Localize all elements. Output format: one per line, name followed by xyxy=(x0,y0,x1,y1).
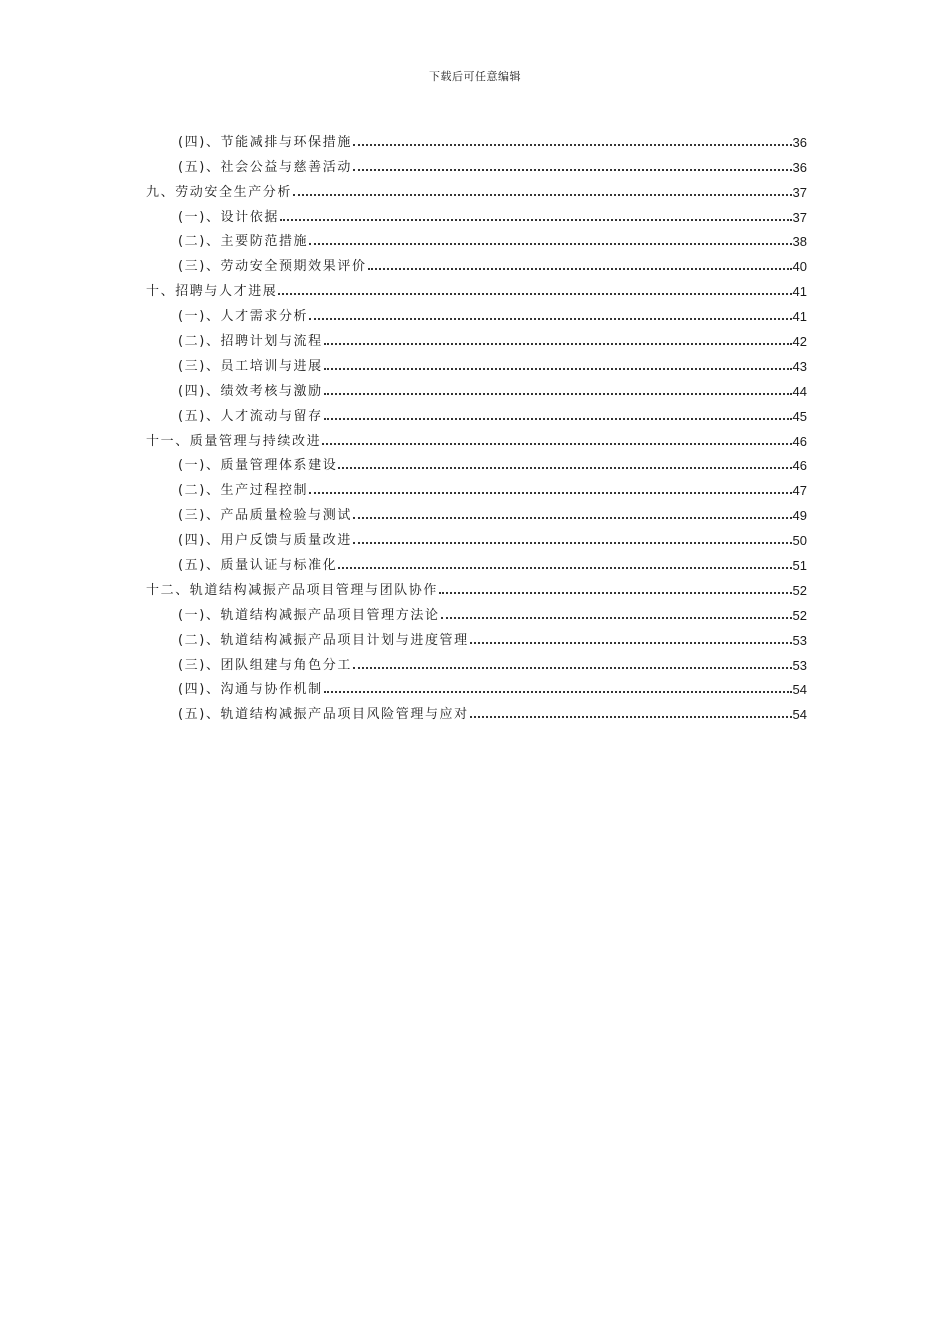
toc-entry-label: (三)、劳动安全预期效果评价 xyxy=(178,259,367,275)
toc-entry-label: (二)、轨道结构减振产品项目计划与进度管理 xyxy=(178,632,469,648)
toc-section-entry[interactable] xyxy=(146,599,807,624)
toc-page-number: 49 xyxy=(792,508,807,524)
toc-page-number: 40 xyxy=(792,259,807,275)
toc-dot-leader xyxy=(324,393,792,395)
toc-section-entry[interactable] xyxy=(146,474,807,499)
toc-dot-leader xyxy=(353,667,792,669)
toc-entry-label: 十二、轨道结构减振产品项目管理与团队协作 xyxy=(146,582,439,598)
toc-dot-leader xyxy=(324,691,792,693)
toc-entry-label: 十一、质量管理与持续改进 xyxy=(146,433,322,449)
toc-dot-leader xyxy=(353,169,792,171)
toc-dot-leader xyxy=(324,368,792,370)
toc-entry-label: (四)、沟通与协作机制 xyxy=(178,682,323,698)
toc-page-number: 54 xyxy=(792,682,807,698)
toc-entry-label: 十、招聘与人才进展 xyxy=(146,284,278,300)
toc-dot-leader xyxy=(278,293,791,295)
page-header: 下载后可任意编辑 xyxy=(429,70,521,83)
toc-page-number: 45 xyxy=(792,408,807,424)
toc-entry-label: (五)、轨道结构减振产品项目风险管理与应对 xyxy=(178,707,469,723)
toc-chapter-entry[interactable] xyxy=(146,425,807,450)
toc-entry-label: (五)、人才流动与留存 xyxy=(178,408,323,424)
toc-entry-label: (一)、人才需求分析 xyxy=(178,309,309,325)
toc-page-number: 44 xyxy=(792,383,807,399)
toc-entry-label: (一)、质量管理体系建设 xyxy=(178,458,338,474)
toc-section-entry[interactable] xyxy=(146,524,807,549)
toc-entry-label: (三)、团队组建与角色分工 xyxy=(178,657,352,673)
toc-section-entry[interactable] xyxy=(146,226,807,251)
toc-section-entry[interactable] xyxy=(146,698,807,723)
toc-page-number: 53 xyxy=(792,657,807,673)
toc-section-entry[interactable] xyxy=(146,649,807,674)
toc-dot-leader xyxy=(280,219,792,221)
toc-entry-label: (二)、招聘计划与流程 xyxy=(178,334,323,350)
toc-section-entry[interactable] xyxy=(146,126,807,151)
toc-dot-leader xyxy=(338,567,791,569)
toc-section-entry[interactable] xyxy=(146,350,807,375)
toc-section-entry[interactable] xyxy=(146,250,807,275)
toc-page-number: 37 xyxy=(792,184,807,200)
toc-dot-leader xyxy=(324,418,792,420)
toc-entry-label: (四)、用户反馈与质量改进 xyxy=(178,533,352,549)
toc-section-entry[interactable] xyxy=(146,674,807,699)
toc-page-number: 54 xyxy=(792,707,807,723)
toc-section-entry[interactable] xyxy=(146,300,807,325)
table-of-contents xyxy=(146,126,807,723)
toc-page-number: 53 xyxy=(792,632,807,648)
toc-chapter-entry[interactable] xyxy=(146,176,807,201)
toc-page-number: 38 xyxy=(792,234,807,250)
toc-section-entry[interactable] xyxy=(146,151,807,176)
toc-entry-label: (四)、节能减排与环保措施 xyxy=(178,134,352,150)
toc-dot-leader xyxy=(368,268,792,270)
toc-chapter-entry[interactable] xyxy=(146,275,807,300)
toc-page-number: 46 xyxy=(792,433,807,449)
toc-dot-leader xyxy=(293,194,792,196)
toc-page-number: 37 xyxy=(792,209,807,225)
toc-page-number: 46 xyxy=(792,458,807,474)
toc-entry-label: 九、劳动安全生产分析 xyxy=(146,184,293,200)
toc-page-number: 52 xyxy=(792,582,807,598)
toc-page-number: 47 xyxy=(792,483,807,499)
toc-chapter-entry[interactable] xyxy=(146,574,807,599)
toc-dot-leader xyxy=(441,617,792,619)
toc-entry-label: (二)、生产过程控制 xyxy=(178,483,309,499)
toc-section-entry[interactable] xyxy=(146,499,807,524)
toc-dot-leader xyxy=(324,343,792,345)
toc-entry-label: (四)、绩效考核与激励 xyxy=(178,383,323,399)
toc-entry-label: (二)、主要防范措施 xyxy=(178,234,309,250)
toc-dot-leader xyxy=(309,492,791,494)
toc-section-entry[interactable] xyxy=(146,624,807,649)
toc-dot-leader xyxy=(353,144,792,146)
toc-dot-leader xyxy=(353,542,792,544)
toc-page-number: 50 xyxy=(792,533,807,549)
toc-entry-label: (三)、产品质量检验与测试 xyxy=(178,508,352,524)
toc-dot-leader xyxy=(309,243,791,245)
toc-page-number: 51 xyxy=(792,558,807,574)
toc-dot-leader xyxy=(470,716,792,718)
toc-section-entry[interactable] xyxy=(146,201,807,226)
toc-dot-leader xyxy=(338,467,791,469)
toc-page-number: 52 xyxy=(792,607,807,623)
toc-dot-leader xyxy=(353,517,792,519)
toc-page-number: 43 xyxy=(792,358,807,374)
toc-section-entry[interactable] xyxy=(146,375,807,400)
toc-page-number: 36 xyxy=(792,134,807,150)
toc-entry-label: (五)、质量认证与标准化 xyxy=(178,558,338,574)
toc-dot-leader xyxy=(470,642,792,644)
toc-section-entry[interactable] xyxy=(146,450,807,475)
toc-entry-label: (一)、设计依据 xyxy=(178,209,279,225)
toc-dot-leader xyxy=(439,592,792,594)
toc-page-number: 36 xyxy=(792,159,807,175)
toc-entry-label: (一)、轨道结构减振产品项目管理方法论 xyxy=(178,607,440,623)
toc-page-number: 42 xyxy=(792,334,807,350)
toc-section-entry[interactable] xyxy=(146,400,807,425)
toc-dot-leader xyxy=(322,443,791,445)
toc-page-number: 41 xyxy=(792,309,807,325)
toc-entry-label: (三)、员工培训与进展 xyxy=(178,358,323,374)
toc-page-number: 41 xyxy=(792,284,807,300)
toc-section-entry[interactable] xyxy=(146,549,807,574)
toc-dot-leader xyxy=(309,318,791,320)
toc-entry-label: (五)、社会公益与慈善活动 xyxy=(178,159,352,175)
toc-section-entry[interactable] xyxy=(146,325,807,350)
